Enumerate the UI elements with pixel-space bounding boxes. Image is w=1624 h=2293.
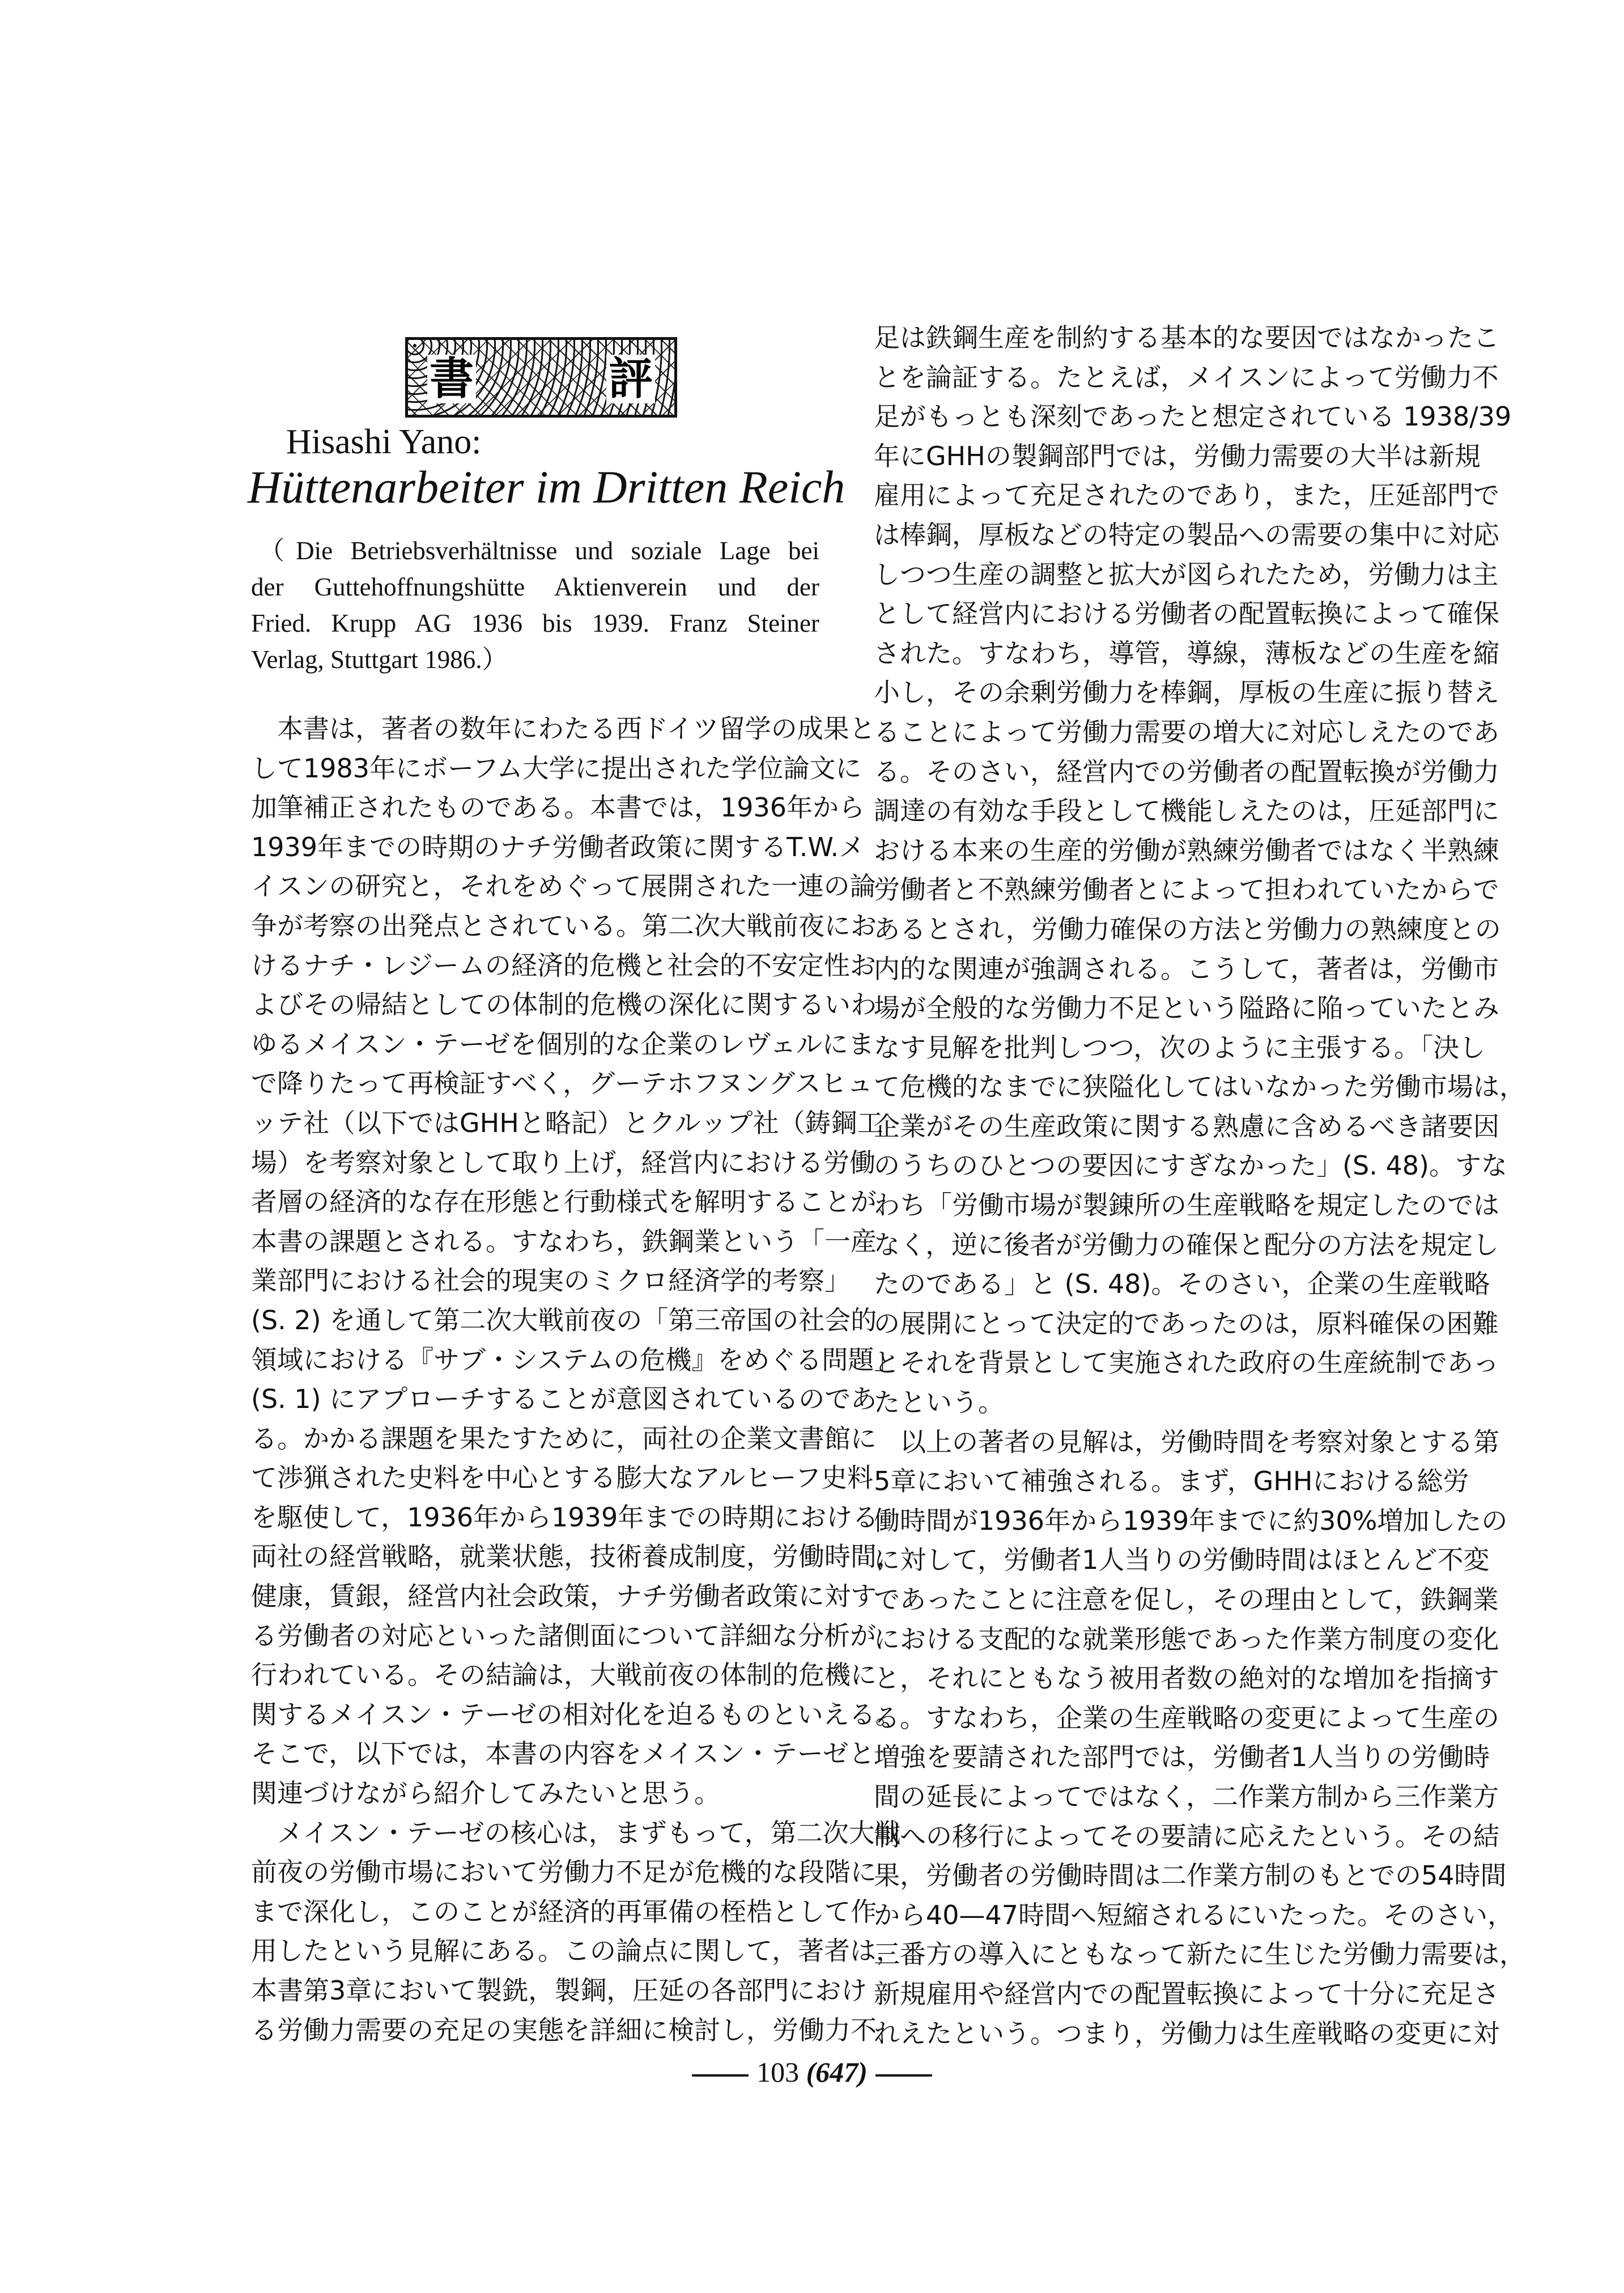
body-text-line: 本書第3章において製銑，製鋼，圧延の各部門におけ xyxy=(251,1975,868,2006)
body-text-line: 領域における『サブ・システムの危機』をめぐる問題」 xyxy=(251,1344,900,1375)
body-text-line: 小し，その余剰労働力を棒鋼，厚板の生産に振り替え xyxy=(874,677,1499,708)
body-text-line: 調達の有効な手段として機能しえたのは，圧延部門に xyxy=(874,795,1499,827)
left-column-text xyxy=(251,709,903,2050)
bibliography-line: （Die Betriebsverhältnisse und soziale Lage bei xyxy=(259,537,819,565)
body-text-line: あるとされ，労働力確保の方法と労働力の熟練度との xyxy=(874,913,1501,945)
body-text-line: けるナチ・レジームの経済的危機と社会的不安定性お xyxy=(251,950,876,981)
body-text-line: なく，逆に後者が労働力の確保と配分の方法を規定し xyxy=(874,1229,1499,1260)
body-text-line: 足は鉄鋼生産を制約する基本的な要因ではなかったこ xyxy=(874,322,1499,353)
body-text-line: 前夜の労働市場において労働力不足が危機的な段階に xyxy=(251,1857,877,1888)
stamp-char-hyo: 評 xyxy=(606,355,655,403)
body-text-line: 業部門における社会的現実のミクロ経済学的考察」 xyxy=(251,1265,851,1296)
body-text-line: 加筆補正されたものである。本書では，1936年から xyxy=(251,792,865,823)
stamp-char-sho: 書 xyxy=(427,355,476,403)
footer-dash-right xyxy=(875,2074,932,2077)
body-text-line: て危機的なまでに狭隘化してはいなかった労働市場は， xyxy=(874,1071,1525,1103)
body-text-line: て渉猟された史料を中心とする膨大なアルヒーフ史料 xyxy=(251,1462,874,1494)
body-text-line: たという。 xyxy=(874,1387,1004,1418)
body-text-line: よびその帰結としての体制的危機の深化に関するいわ xyxy=(251,989,877,1020)
body-text-line: 者層の経済的な存在形態と行動様式を解明することが xyxy=(251,1186,877,1218)
body-text-line: 以上の著者の見解は，労働時間を考察対象とする第 xyxy=(900,1426,1499,1457)
body-text-line: 場）を考察対象として取り上げ，経営内における労働 xyxy=(251,1147,876,1178)
body-text-line: 雇用によって充足されたのであり，また，圧延部門で xyxy=(874,480,1499,511)
body-text-line: 働時間が1936年から1939年までに約30%増加したの xyxy=(874,1505,1508,1536)
reviewed-book-title: Hüttenarbeiter im Dritten Reich xyxy=(248,461,845,513)
page-number: 103 xyxy=(756,2056,800,2088)
body-text-line: 労働者と不熟練労働者とによって担われていたからで xyxy=(874,874,1499,905)
body-text-line: ッテ社（以下ではGHHと略記）とクルップ社（鋳鋼工 xyxy=(251,1107,883,1138)
body-text-line: る。そのさい，経営内での労働者の配置転換が労働力 xyxy=(874,756,1499,787)
body-text-line: 行われている。その結論は，大戦前夜の体制的危機に xyxy=(251,1660,877,1691)
body-text-line: の展開にとって決定的であったのは，原料確保の困難 xyxy=(874,1308,1499,1339)
body-text-line: で降りたって再検証すべく，グーテホフヌングスヒュ xyxy=(251,1068,873,1099)
body-text-line: まで深化し，このことが経済的再軍備の桎梏として作 xyxy=(251,1896,877,1927)
body-text-line: おける本来の生産的労働が熟練労働者ではなく半熟練 xyxy=(874,835,1499,866)
body-text-line: 果，労働者の労働時間は二作業方制のもとでの54時間 xyxy=(874,1860,1507,1891)
body-text-line: と，それにともなう被用者数の絶対的な増加を指摘す xyxy=(874,1663,1499,1694)
body-text-line: 1939年までの時期のナチ労働者政策に関するT.W.メ xyxy=(251,831,865,862)
body-text-line: イスンの研究と，それをめぐって展開された一連の論 xyxy=(251,871,876,902)
body-text-line: における支配的な就業形態であった作業方制度の変化 xyxy=(874,1623,1499,1654)
body-text-line: 本書は，著者の数年にわたる西ドイツ留学の成果と xyxy=(277,713,875,744)
body-text-line: として経営内における労働者の配置転換によって確保 xyxy=(874,598,1499,629)
body-text-line: 間の延長によってではなく，二作業方制から三作業方 xyxy=(874,1781,1499,1812)
footer-dash-left xyxy=(692,2074,749,2077)
body-text-line: 企業がその生産政策に関する熟慮に含めるべき諸要因 xyxy=(874,1111,1499,1142)
body-text-line: 争が考察の出発点とされている。第二次大戦前夜にお xyxy=(251,910,877,941)
body-text-line: 用したという見解にある。この論点に関して，著者は， xyxy=(251,1935,903,1967)
bibliographic-details xyxy=(251,533,819,678)
body-text-line: 内的な関連が強調される。こうして，著者は，労働市 xyxy=(874,953,1499,984)
bibliography-line: Verlag, Stuttgart 1986.） xyxy=(251,645,508,674)
book-review-stamp xyxy=(405,337,677,418)
body-text-line: に対して，労働者1人当りの労働時間はほとんど不変 xyxy=(874,1545,1490,1576)
body-text-line: (S. 1) にアプローチすることが意図されているのであ xyxy=(251,1384,877,1415)
body-text-line: なす見解を批判しつつ，次のように主張する。「決し xyxy=(874,1032,1486,1063)
body-text-line: ることによって労働力需要の増大に対応しえたのであ xyxy=(874,716,1499,747)
body-text-line: れえたという。つまり，労働力は生産戦略の変更に対 xyxy=(874,2018,1499,2049)
body-text-line: る労働力需要の充足の実態を詳細に検討し，労働力不 xyxy=(251,2014,877,2045)
body-text-line: された。すなわち，導管，導線，薄板などの生産を縮 xyxy=(874,637,1499,669)
body-text-line: 制への移行によってその要請に応えたという。その結 xyxy=(874,1820,1499,1852)
body-text-line: 年にGHHの製鋼部門では，労働力需要の大半は新規 xyxy=(874,440,1481,471)
body-text-line: 関するメイスン・テーゼの相対化を迫るものといえる。 xyxy=(251,1699,902,1730)
body-text-line: メイスン・テーゼの核心は，まずもって，第二次大戦 xyxy=(277,1817,901,1848)
body-text-line: 三番方の導入にともなって新たに生じた労働力需要は， xyxy=(874,1939,1525,1970)
body-text-line: わち「労働市場が製錬所の生産戦略を規定したのでは xyxy=(874,1190,1499,1221)
body-text-line: を駆使して，1936年から1939年までの時期における xyxy=(251,1501,879,1533)
bibliography-line: Fried. Krupp AG 1936 bis 1939. Franz Steiner xyxy=(251,609,819,637)
body-text-line: ゆるメイスン・テーゼを個別的な企業のレヴェルにま xyxy=(251,1028,874,1060)
body-text-line: る。かかる課題を果たすために，両社の企業文書館に xyxy=(251,1423,877,1454)
body-text-line: 関連づけながら紹介してみたいと思う。 xyxy=(251,1778,720,1809)
body-text-line: 場が全般的な労働力不足という隘路に陥っていたとみ xyxy=(874,993,1499,1024)
reviewed-book-author: Hisashi Yano: xyxy=(286,423,482,461)
body-text-line: 増強を要請された部門では，労働者1人当りの労働時 xyxy=(874,1742,1490,1773)
body-text-line: しつつ生産の調整と拡大が図られたため，労働力は主 xyxy=(874,559,1499,590)
body-text-line: たのである」と (S. 48)。そのさい，企業の生産戦略 xyxy=(874,1269,1490,1300)
body-text-line: のうちのひとつの要因にすぎなかった」(S. 48)。すな xyxy=(874,1150,1507,1181)
body-text-line: 両社の経営戦略，就業状態，技術養成制度，労働時間， xyxy=(251,1541,903,1572)
body-text-line: から40—47時間へ短縮されるにいたった。そのさい， xyxy=(874,1899,1514,1930)
original-page-number: (647) xyxy=(806,2056,868,2088)
body-text-line: そこで，以下では，本書の内容をメイスン・テーゼと xyxy=(251,1738,875,1769)
page-footer xyxy=(0,2054,1624,2090)
body-text-line: は棒鋼，厚板などの特定の製品への需要の集中に対応 xyxy=(874,519,1499,550)
body-text-line: る労働者の対応といった諸側面について詳細な分析が xyxy=(251,1620,877,1651)
body-text-line: 5章において補強される。まず，GHHにおける総労 xyxy=(874,1466,1469,1497)
body-text-line: 新規雇用や経営内での配置転換によって十分に充足さ xyxy=(874,1978,1499,2009)
body-text-line: とを論証する。たとえば，メイスンによって労働力不 xyxy=(874,361,1499,393)
body-text-line: (S. 2) を通して第二次大戦前夜の「第三帝国の社会的 xyxy=(251,1304,877,1335)
body-text-line: して1983年にボーフム大学に提出された学位論文に xyxy=(251,752,862,784)
body-text-line: 足がもっとも深刻であったと想定されている 1938/39 xyxy=(874,401,1512,432)
right-column-text xyxy=(874,318,1525,2053)
body-text-line: る。すなわち，企業の生産戦略の変更によって生産の xyxy=(874,1702,1499,1733)
body-text-line: であったことに注意を促し，その理由として，鉄鋼業 xyxy=(874,1584,1499,1615)
body-text-line: 本書の課題とされる。すなわち，鉄鋼業という「一産 xyxy=(251,1226,877,1257)
bibliography-line: der Guttehoffnungshütte Aktienverein und der xyxy=(251,573,819,601)
body-text-line: とそれを背景として実施された政府の生産統制であっ xyxy=(874,1347,1499,1379)
body-text-line: 健康，賃銀，経営内社会政策，ナチ労働者政策に対す xyxy=(251,1581,877,1612)
